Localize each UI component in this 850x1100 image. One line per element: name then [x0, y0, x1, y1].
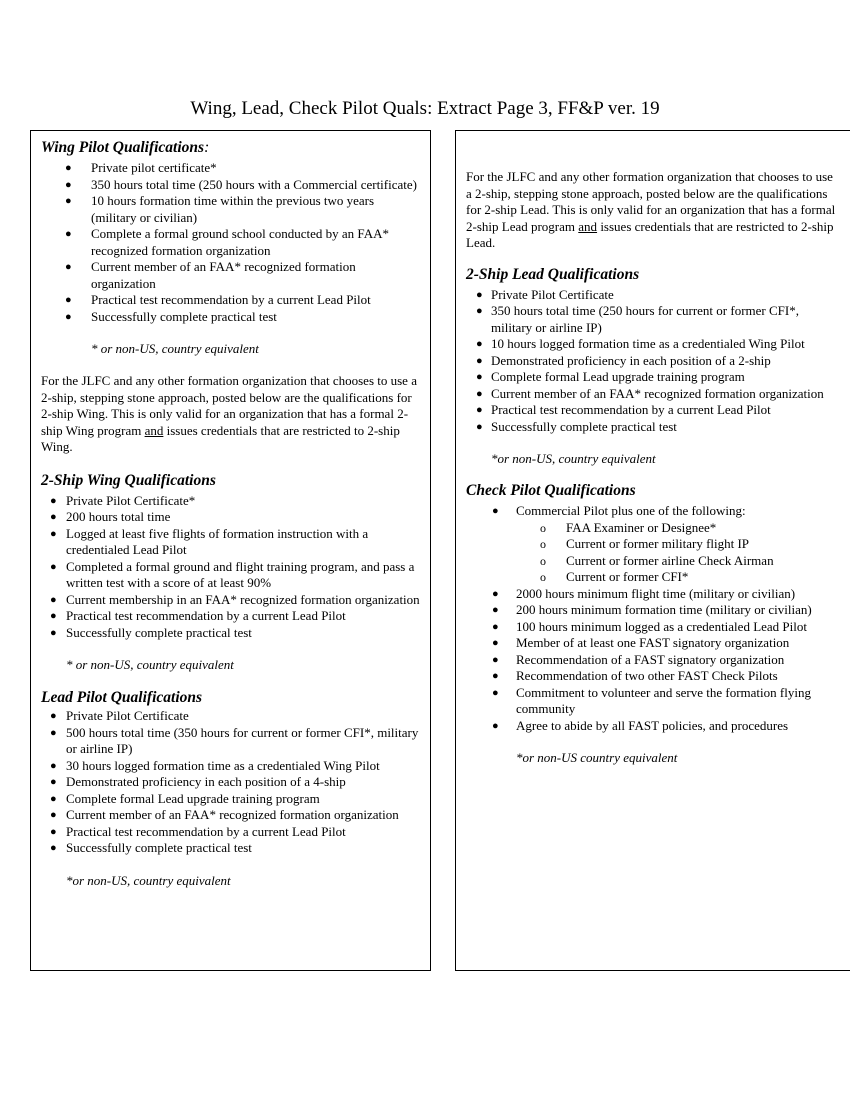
check-list-item: [466, 685, 840, 718]
check-sub-item: [466, 569, 840, 586]
wing2-list-item: [41, 592, 420, 609]
lead2-list-item: [466, 386, 840, 403]
lead2-list-item-text: Demonstrated proficiency in each position of a 2-ship: [491, 352, 771, 368]
wing-heading: Wing Pilot Qualifications:: [41, 139, 210, 156]
bullet-icon: ●: [50, 560, 57, 573]
lead2-list-item-text: 10 hours logged formation time as a credentialed Wing Pilot: [491, 336, 805, 351]
lead-list-item-text: 30 hours logged formation time as a credentialed Wing Pilot: [66, 757, 380, 773]
bullet-icon: ●: [50, 626, 57, 639]
bullet-icon: ●: [476, 338, 483, 350]
bullet-icon: ●: [65, 294, 72, 306]
lead2-list-item-text: Private Pilot Certificate: [491, 286, 614, 302]
wing-list-item-text: 350 hours total time (250 hours with a Commercial certificate): [91, 176, 417, 192]
lead2-list-item: [466, 303, 840, 336]
lead2-list-item: [466, 336, 840, 353]
wing2-list-item-text: 200 hours total time: [66, 509, 171, 524]
lead-note: *or non-US, country equivalent: [66, 872, 231, 888]
lead-list-item: [41, 807, 420, 824]
check-list: [466, 586, 840, 735]
check-list-item-text: Member of at least one FAST signatory organization: [516, 635, 790, 650]
lead2-list-item: [466, 402, 840, 419]
lead2-list-item: [466, 287, 840, 304]
lead-heading: Lead Pilot Qualifications: [41, 689, 203, 706]
check-list-item: [466, 602, 840, 619]
bullet-icon: ●: [65, 261, 72, 273]
bullet-icon: ●: [50, 710, 57, 722]
check-list-item: [466, 619, 840, 636]
bullet-icon: ●: [50, 593, 57, 606]
wing-list-item: [41, 292, 420, 309]
lead-list-item-text: Complete formal Lead upgrade training program: [66, 790, 320, 806]
lead-list-item-text: 500 hours total time (350 hours for current or former CFI*, military or airline IP): [66, 724, 419, 756]
wing-list-item-text: Successfully complete practical test: [91, 308, 277, 324]
circle-bullet-icon: o: [540, 553, 546, 568]
wing2-list-item: [41, 526, 420, 559]
check-sub-item-text: Current or former airline Check Airman: [566, 552, 774, 568]
bullet-icon: ●: [492, 719, 499, 732]
check-list-item-text: Recommendation of a FAST signatory organization: [516, 651, 785, 667]
check-list-item: [466, 635, 840, 652]
check-list-item-text: 100 hours minimum logged as a credentialed Lead Pilot: [516, 618, 807, 634]
check-list-item-text: Commitment to volunteer and serve the formation flying community: [516, 684, 811, 716]
lead-list-item: [41, 824, 420, 841]
check-note: *or non-US country equivalent: [516, 750, 678, 765]
wing2-list-item-text: Successfully complete practical test: [66, 624, 252, 640]
bullet-icon: ●: [50, 842, 57, 854]
check-sub-list: [466, 520, 840, 586]
lead2-paragraph: For the JLFC and any other formation organization that chooses to use a 2-ship, stepping stone approach, posted below are the qualifications for 2-ship Lead. This is only valid for an organization that has a formal 2-ship Lead program and issues credentials that are restricted to 2-ship Lead.: [466, 169, 836, 250]
bullet-icon: ●: [50, 610, 57, 622]
bullet-icon: ●: [492, 620, 499, 633]
bullet-icon: ●: [476, 420, 483, 433]
bullet-icon: ●: [65, 195, 72, 207]
bullet-icon: ●: [65, 178, 72, 191]
check-sub-item-text: Current or former military flight IP: [566, 536, 750, 551]
bullet-icon: ●: [50, 809, 57, 821]
check-sub-item-text: Current or former CFI*: [566, 569, 689, 584]
bullet-icon: ●: [492, 653, 499, 666]
lead-list-item-text: Demonstrated proficiency in each position of a 4-ship: [66, 774, 346, 789]
lead2-list-item-text: Practical test recommendation by a current Lead Pilot: [491, 402, 771, 417]
check-list-item-text: Recommendation of two other FAST Check Pilots: [516, 668, 778, 683]
check-sub-item: [466, 553, 840, 570]
lead-list: [41, 708, 420, 857]
check-list-item: [466, 718, 840, 735]
lead-list-item-text: Private Pilot Certificate: [66, 708, 189, 723]
lead-list-item: [41, 791, 420, 808]
wing2-list-item: [41, 608, 420, 625]
circle-bullet-icon: o: [540, 537, 546, 551]
bullet-icon: ●: [50, 494, 57, 507]
check-list-item: [466, 652, 840, 669]
lead2-list-item: [466, 419, 840, 436]
lead2-list-item-text: Current member of an FAA* recognized formation organization: [491, 385, 824, 401]
check-list-item-text: Commercial Pilot plus one of the following:: [516, 503, 746, 518]
lead2-heading: 2-Ship Lead Qualifications: [466, 265, 640, 283]
wing-list-item-text: Complete a formal ground school conducted by an FAA* recognized formation organization: [91, 226, 389, 258]
wing-list-item: [41, 160, 420, 177]
bullet-icon: ●: [492, 587, 499, 600]
wing2-heading: 2-Ship Wing Qualifications: [41, 471, 216, 489]
bullet-icon: ●: [476, 305, 483, 317]
wing-list-item-text: Practical test recommendation by a current Lead Pilot: [91, 292, 371, 307]
bullet-icon: ●: [492, 637, 499, 649]
circle-bullet-icon: o: [540, 520, 546, 535]
lead-list-item: [41, 774, 420, 791]
bullet-icon: ●: [50, 792, 57, 805]
wing2-list-item: [41, 625, 420, 642]
wing-list-item: [41, 309, 420, 326]
lead2-list-item: [466, 369, 840, 386]
lead-list-item-text: Practical test recommendation by a current Lead Pilot: [66, 823, 346, 839]
lead2-list-item-text: 350 hours total time (250 hours for current or former CFI*, military or airline IP): [491, 303, 799, 335]
bullet-icon: ●: [50, 825, 57, 838]
check-list-item: [466, 668, 840, 685]
bullet-icon: ●: [492, 505, 499, 517]
lead2-list: [466, 287, 840, 436]
wing2-list-item-text: Private Pilot Certificate*: [66, 492, 196, 508]
bullet-icon: ●: [50, 776, 57, 788]
wing-list-item: [41, 259, 420, 292]
bullet-icon: ●: [476, 404, 483, 416]
check-list-item: [466, 586, 840, 603]
wing-note: * or non-US, country equivalent: [91, 341, 259, 356]
bullet-icon: ●: [492, 604, 499, 616]
check-list-item: [466, 503, 840, 520]
check-list-item-text: Agree to abide by all FAST policies, and procedures: [516, 717, 789, 733]
lead-list-item-text: Successfully complete practical test: [66, 840, 252, 855]
wing-list: [41, 160, 420, 325]
lead2-note: *or non-US, country equivalent: [491, 451, 656, 466]
bullet-icon: ●: [50, 759, 57, 772]
lead2-list-item: [466, 353, 840, 370]
bullet-icon: ●: [492, 686, 499, 699]
bullet-icon: ●: [65, 310, 72, 323]
bullet-icon: ●: [50, 511, 57, 523]
lead-list-item: [41, 840, 420, 857]
wing-list-item: [41, 193, 420, 226]
lead-list-item-text: Current member of an FAA* recognized formation organization: [66, 807, 399, 822]
wing-list-item-text: Current member of an FAA* recognized formation organization: [91, 259, 356, 291]
wing2-list-item-text: Practical test recommendation by a current Lead Pilot: [66, 608, 346, 623]
wing2-list: [41, 493, 420, 642]
lead2-list-item-text: Successfully complete practical test: [491, 418, 677, 434]
wing2-note: * or non-US, country equivalent: [66, 657, 234, 672]
wing-list-item: [41, 177, 420, 194]
check-sub-item-text: FAA Examiner or Designee*: [566, 519, 717, 535]
check-list-item-text: 2000 hours minimum flight time (military or civilian): [516, 585, 796, 601]
lead2-list-item-text: Complete formal Lead upgrade training program: [491, 369, 745, 384]
bullet-icon: ●: [50, 527, 57, 540]
bullet-icon: ●: [476, 288, 483, 301]
check-sub-item: [466, 536, 840, 553]
wing2-list-item-text: Current membership in an FAA* recognized formation organization: [66, 591, 420, 607]
bullet-icon: ●: [476, 354, 483, 367]
wing-list-item-text: Private pilot certificate*: [91, 160, 217, 175]
bullet-icon: ●: [492, 670, 499, 682]
bullet-icon: ●: [476, 371, 483, 383]
bullet-icon: ●: [476, 387, 483, 400]
check-first-list: [466, 503, 840, 520]
bullet-icon: ●: [65, 162, 72, 174]
wing-list-item-text: 10 hours formation time within the previous two years (military or civilian): [91, 193, 375, 225]
wing-list-item: [41, 226, 420, 259]
check-list-item-text: 200 hours minimum formation time (military or civilian): [516, 602, 812, 617]
page-title: Wing, Lead, Check Pilot Quals: Extract Page 3, FF&P ver. 19: [190, 98, 660, 119]
wing2-list-item-text: Completed a formal ground and flight training program, and pass a written test with a score of at least 90%: [66, 558, 415, 590]
circle-bullet-icon: o: [540, 570, 546, 584]
bullet-icon: ●: [50, 726, 57, 739]
wing2-list-item: [41, 493, 420, 510]
left-column-box: [30, 130, 431, 971]
lead-list-item: [41, 758, 420, 775]
wing2-list-item: [41, 509, 420, 526]
bullet-icon: ●: [65, 228, 72, 240]
wing-paragraph: For the JLFC and any other formation organization that chooses to use a 2-ship, stepping stone approach, posted below are the qualifications for 2-ship Wing. This is only valid for an organization that has a formal 2-ship Wing program and issues credentials that are restricted to 2-ship Wing.: [41, 373, 417, 454]
check-sub-item: [466, 520, 840, 537]
wing2-list-item-text: Logged at least five flights of formation instruction with a credentialed Lead Pilot: [66, 525, 369, 557]
check-heading: Check Pilot Qualifications: [466, 482, 636, 499]
lead-list-item: [41, 708, 420, 725]
right-column-box: [455, 130, 850, 971]
wing2-list-item: [41, 559, 420, 592]
lead-list-item: [41, 725, 420, 758]
